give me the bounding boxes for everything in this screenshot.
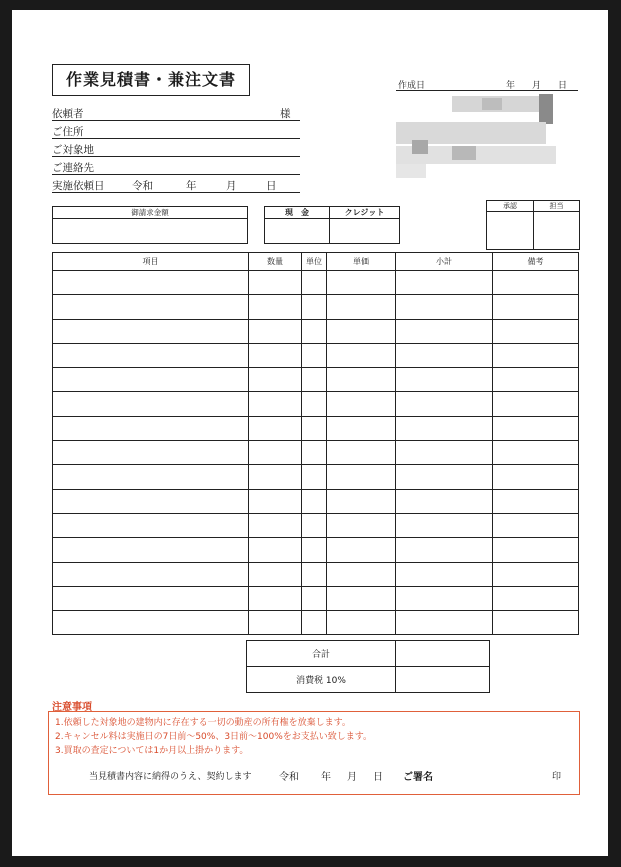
table-cell[interactable] <box>249 513 302 537</box>
table-row <box>53 538 579 562</box>
target-line[interactable] <box>52 156 300 157</box>
table-cell[interactable] <box>396 465 493 489</box>
table-cell[interactable] <box>493 538 579 562</box>
table-row <box>53 295 579 319</box>
table-cell[interactable] <box>493 611 579 635</box>
table-row <box>53 343 579 367</box>
created-month: 月 <box>532 81 542 91</box>
table-cell[interactable] <box>327 586 396 610</box>
sign-month: 月 <box>347 772 357 783</box>
table-cell[interactable] <box>396 295 493 319</box>
col-unit-price: 単価 <box>327 253 396 271</box>
col-quantity: 数量 <box>249 253 302 271</box>
table-row <box>53 271 579 295</box>
table-cell[interactable] <box>302 368 327 392</box>
table-cell[interactable] <box>249 611 302 635</box>
table-cell[interactable] <box>302 416 327 440</box>
signature-label: ご署名 <box>403 772 433 783</box>
table-cell[interactable] <box>249 465 302 489</box>
totals-table <box>246 640 490 693</box>
table-cell[interactable] <box>396 319 493 343</box>
table-cell[interactable] <box>53 465 249 489</box>
table-cell[interactable] <box>302 441 327 465</box>
billing-amount-label: 御請求金額 <box>53 207 247 219</box>
table-cell[interactable] <box>493 319 579 343</box>
target-label: ご対象地 <box>52 144 94 156</box>
cash-cell[interactable] <box>265 219 329 243</box>
table-cell[interactable] <box>327 489 396 513</box>
table-cell[interactable] <box>53 295 249 319</box>
billing-amount-box[interactable] <box>52 206 248 244</box>
table-cell[interactable] <box>53 611 249 635</box>
date-label: 実施依頼日 <box>52 180 105 192</box>
contact-line[interactable] <box>52 174 300 175</box>
total-value-cell[interactable] <box>396 641 490 667</box>
table-cell[interactable] <box>493 343 579 367</box>
table-row <box>53 441 579 465</box>
table-cell[interactable] <box>53 368 249 392</box>
table-cell[interactable] <box>53 562 249 586</box>
table-cell[interactable] <box>327 416 396 440</box>
table-cell[interactable] <box>327 295 396 319</box>
table-cell[interactable] <box>249 343 302 367</box>
table-cell[interactable] <box>249 295 302 319</box>
table-row <box>53 416 579 440</box>
table-row <box>53 586 579 610</box>
table-cell[interactable] <box>302 538 327 562</box>
created-year: 年 <box>506 81 516 91</box>
requester-line[interactable] <box>52 120 300 121</box>
address-label: ご住所 <box>52 126 84 138</box>
payment-method-box <box>264 206 400 244</box>
table-cell[interactable] <box>302 513 327 537</box>
col-unit: 単位 <box>302 253 327 271</box>
table-cell[interactable] <box>493 416 579 440</box>
tax-label: 消費税 10% <box>247 667 396 693</box>
table-cell[interactable] <box>302 489 327 513</box>
table-cell[interactable] <box>493 489 579 513</box>
sign-day: 日 <box>373 772 383 783</box>
table-cell[interactable] <box>493 392 579 416</box>
col-item: 項目 <box>53 253 249 271</box>
table-cell[interactable] <box>53 489 249 513</box>
table-cell[interactable] <box>53 392 249 416</box>
notice-title: 注意事項 <box>52 702 92 713</box>
table-row <box>53 368 579 392</box>
col-remarks: 備考 <box>493 253 579 271</box>
staff-label: 担当 <box>534 201 579 212</box>
table-cell[interactable] <box>249 319 302 343</box>
table-cell[interactable] <box>53 271 249 295</box>
table-cell[interactable] <box>53 513 249 537</box>
requester-label: 依頼者 <box>52 108 84 120</box>
table-cell[interactable] <box>249 489 302 513</box>
table-cell[interactable] <box>493 513 579 537</box>
table-cell[interactable] <box>302 319 327 343</box>
table-cell[interactable] <box>302 562 327 586</box>
table-cell[interactable] <box>396 271 493 295</box>
approve-label: 承認 <box>487 201 533 212</box>
total-row <box>247 641 490 667</box>
table-cell[interactable] <box>327 271 396 295</box>
table-cell[interactable] <box>396 368 493 392</box>
table-cell[interactable] <box>396 416 493 440</box>
table-cell[interactable] <box>249 586 302 610</box>
table-cell[interactable] <box>327 465 396 489</box>
total-label: 合計 <box>247 641 396 667</box>
staff-cell[interactable] <box>534 212 579 249</box>
table-cell[interactable] <box>493 562 579 586</box>
table-cell[interactable] <box>396 513 493 537</box>
table-cell[interactable] <box>396 538 493 562</box>
table-row <box>53 489 579 513</box>
date-day: 日 <box>266 180 277 192</box>
agree-text: 当見積書内容に納得のうえ、契約します <box>89 772 252 782</box>
table-cell[interactable] <box>327 562 396 586</box>
notice-item-1: 1.依頼した対象地の建物内に存在する一切の動産の所有権を放棄します。 <box>55 718 351 728</box>
date-line[interactable] <box>52 192 300 193</box>
notice-item-2: 2.キャンセル料は実施日の7日前～50%、3日前～100%をお支払い致します。 <box>55 732 373 742</box>
notice-box <box>48 711 580 795</box>
table-cell[interactable] <box>302 611 327 635</box>
table-cell[interactable] <box>53 586 249 610</box>
document-title: 作業見積書・兼注文書 <box>52 64 250 96</box>
credit-label: クレジット <box>330 207 399 219</box>
table-cell[interactable] <box>493 368 579 392</box>
table-cell[interactable] <box>302 586 327 610</box>
table-cell[interactable] <box>396 489 493 513</box>
table-cell[interactable] <box>53 416 249 440</box>
created-date-underline <box>396 90 578 91</box>
table-cell[interactable] <box>327 368 396 392</box>
table-cell[interactable] <box>302 343 327 367</box>
table-row <box>53 611 579 635</box>
table-cell[interactable] <box>53 538 249 562</box>
approve-cell[interactable] <box>487 212 533 249</box>
table-cell[interactable] <box>493 271 579 295</box>
table-cell[interactable] <box>249 562 302 586</box>
date-era: 令和 <box>132 180 153 192</box>
table-cell[interactable] <box>302 392 327 416</box>
table-cell[interactable] <box>249 392 302 416</box>
table-cell[interactable] <box>302 271 327 295</box>
table-cell[interactable] <box>327 611 396 635</box>
table-cell[interactable] <box>327 513 396 537</box>
table-cell[interactable] <box>302 465 327 489</box>
approval-box <box>486 200 580 250</box>
table-row <box>53 319 579 343</box>
table-cell[interactable] <box>493 295 579 319</box>
table-cell[interactable] <box>249 416 302 440</box>
table-cell[interactable] <box>396 562 493 586</box>
tax-value-cell[interactable] <box>396 667 490 693</box>
items-table-header <box>53 253 579 271</box>
table-cell[interactable] <box>396 392 493 416</box>
table-row <box>53 513 579 537</box>
table-cell[interactable] <box>396 343 493 367</box>
table-row <box>53 392 579 416</box>
table-cell[interactable] <box>327 319 396 343</box>
table-cell[interactable] <box>396 586 493 610</box>
table-cell[interactable] <box>327 343 396 367</box>
tax-row <box>247 667 490 693</box>
table-cell[interactable] <box>396 441 493 465</box>
cash-label: 現 金 <box>265 207 329 219</box>
table-cell[interactable] <box>249 271 302 295</box>
honorific-sama: 様 <box>280 108 291 120</box>
notice-item-3: 3.買取の査定については1か月以上掛かります。 <box>55 746 249 756</box>
items-table <box>52 252 579 635</box>
table-cell[interactable] <box>249 538 302 562</box>
date-year: 年 <box>186 180 197 192</box>
credit-cell[interactable] <box>330 219 399 243</box>
table-row <box>53 465 579 489</box>
contact-label: ご連絡先 <box>52 162 94 174</box>
table-cell[interactable] <box>249 441 302 465</box>
table-cell[interactable] <box>493 441 579 465</box>
sign-era: 令和 <box>279 772 299 783</box>
date-month: 月 <box>226 180 237 192</box>
table-cell[interactable] <box>327 441 396 465</box>
table-cell[interactable] <box>302 295 327 319</box>
table-cell[interactable] <box>493 465 579 489</box>
address-line[interactable] <box>52 138 300 139</box>
table-cell[interactable] <box>53 319 249 343</box>
table-cell[interactable] <box>493 586 579 610</box>
table-cell[interactable] <box>396 611 493 635</box>
table-cell[interactable] <box>53 441 249 465</box>
created-date-label: 作成日 <box>398 81 426 91</box>
table-row <box>53 562 579 586</box>
sign-year: 年 <box>321 772 331 783</box>
table-cell[interactable] <box>327 538 396 562</box>
document-page <box>12 10 608 856</box>
col-subtotal: 小計 <box>396 253 493 271</box>
created-day: 日 <box>558 81 568 91</box>
table-cell[interactable] <box>249 368 302 392</box>
seal-mark: 印 <box>552 772 562 782</box>
table-cell[interactable] <box>53 343 249 367</box>
table-cell[interactable] <box>327 392 396 416</box>
